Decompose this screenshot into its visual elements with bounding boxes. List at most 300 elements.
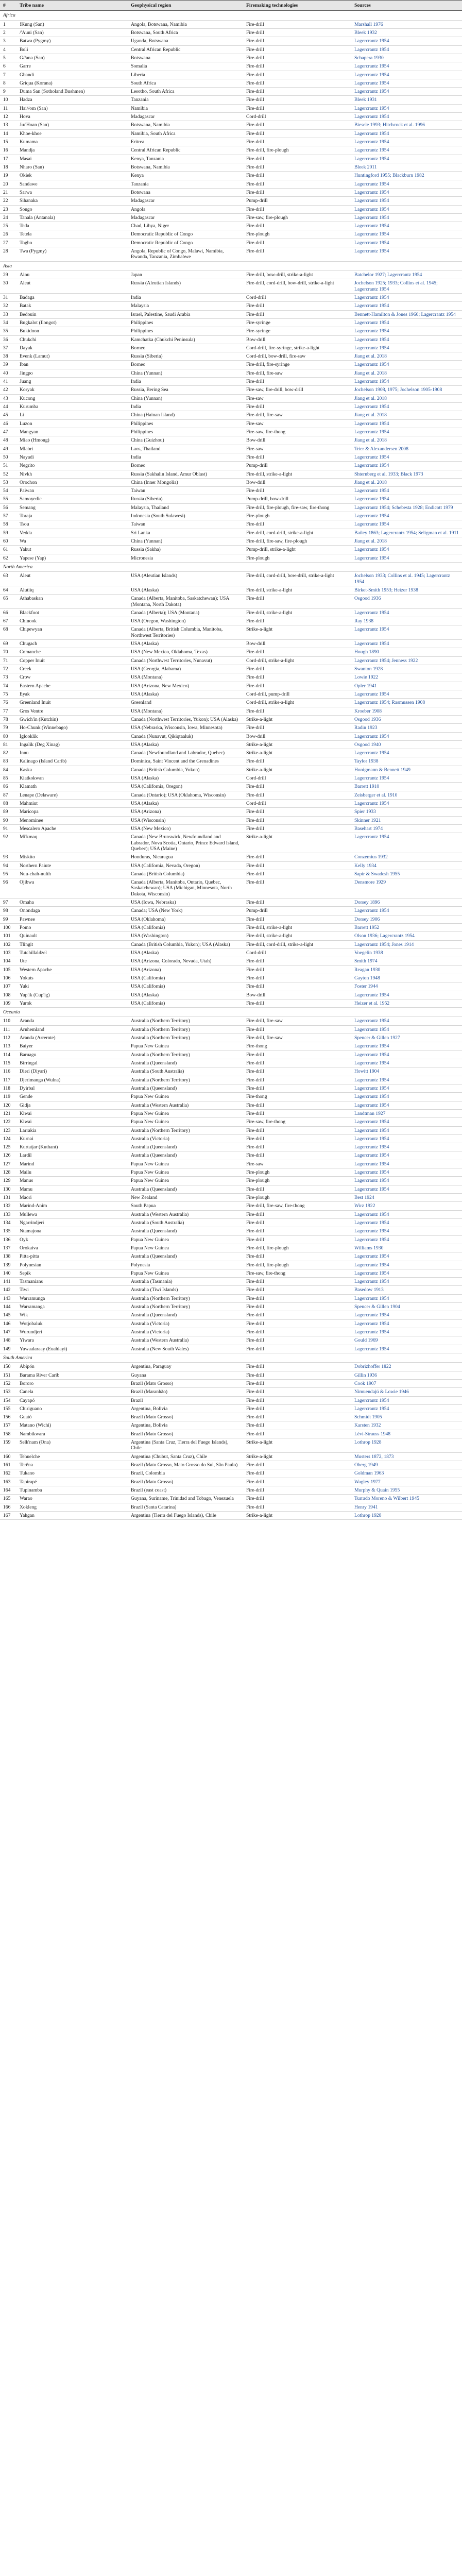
firemaking-technologies: Fire-drill, strike-a-light — [243, 924, 351, 932]
table-row — [0, 138, 462, 146]
sources[interactable]: Jochelson 1908, 1975; Jochelson 1905-1908 — [351, 386, 462, 394]
sources[interactable]: Turrado Moreno & Wilbert 1945 — [351, 1495, 462, 1503]
geophysical-region: South Africa — [128, 79, 243, 87]
table-row — [0, 462, 462, 470]
sources[interactable]: Landtman 1927 — [351, 1109, 462, 1117]
tribe-name: Klamath — [16, 783, 128, 791]
sources[interactable]: Lagercrantz 1954 — [351, 1177, 462, 1185]
sources[interactable]: Birket-Smith 1953; Heizer 1938 — [351, 586, 462, 594]
sources[interactable]: Murphy & Quain 1955 — [351, 1486, 462, 1494]
sources[interactable]: Cook 1907 — [351, 1379, 462, 1387]
row-number: 114 — [0, 1050, 16, 1059]
sources[interactable]: Zeisberger et al. 1910 — [351, 791, 462, 799]
sources[interactable]: Gould 1969 — [351, 1336, 462, 1345]
header-geophysical-region: Geophysical region — [128, 1, 243, 11]
geophysical-region: Argentina, Paraguay — [128, 1363, 243, 1371]
sources[interactable]: Dorsey 1906 — [351, 915, 462, 923]
sources[interactable]: Bleek 1931 — [351, 96, 462, 104]
row-number: 74 — [0, 682, 16, 690]
sources[interactable]: Lagercrantz 1954 — [351, 907, 462, 915]
table-row — [0, 1210, 462, 1218]
sources[interactable]: Lagercrantz 1954 — [351, 1025, 462, 1033]
sources[interactable]: Oberg 1949 — [351, 1461, 462, 1469]
tribe-name: Blackfoot — [16, 608, 128, 617]
sources[interactable]: Wirz 1922 — [351, 1202, 462, 1210]
sources[interactable]: Lagercrantz 1954 — [351, 1404, 462, 1413]
table-row — [0, 1269, 462, 1277]
sources[interactable]: Lagercrantz 1954 — [351, 1396, 462, 1404]
header-row — [0, 1, 462, 11]
firemaking-technologies: Fire-saw, fire-thong — [243, 1269, 351, 1277]
sources[interactable]: Lagercrantz 1954 — [351, 1345, 462, 1353]
sources[interactable]: Lagercrantz 1954 — [351, 833, 462, 853]
sources[interactable]: Lagercrantz 1954 — [351, 197, 462, 205]
firemaking-technologies: Fire-saw, fire-thong — [243, 428, 351, 436]
sources[interactable]: Lagercrantz 1954 — [351, 293, 462, 301]
tribe-name: Luzon — [16, 419, 128, 428]
sources[interactable]: Goldman 1963 — [351, 1469, 462, 1478]
sources[interactable]: Marshall 1976 — [351, 20, 462, 28]
table-row — [0, 1261, 462, 1269]
sources[interactable]: Bleek 1932 — [351, 28, 462, 37]
sources[interactable]: Basedow 1913 — [351, 1286, 462, 1294]
firemaking-technologies: Bow-drill — [243, 732, 351, 740]
sources[interactable]: Lagercrantz 1954 — [351, 155, 462, 163]
firemaking-technologies: Fire-drill — [243, 673, 351, 682]
firemaking-technologies: Fire-drill — [243, 239, 351, 247]
row-number: 6 — [0, 62, 16, 71]
sources[interactable]: Musters 1872, 1873 — [351, 1452, 462, 1461]
table-row — [0, 1194, 462, 1202]
sources[interactable]: Lagercrantz 1954 — [351, 1151, 462, 1160]
sources[interactable]: Lagercrantz 1954 — [351, 732, 462, 740]
sources[interactable]: Lagercrantz 1954 — [351, 546, 462, 554]
sources[interactable]: Lagercrantz 1954 — [351, 213, 462, 222]
sources[interactable]: Jiang et al. 2018 — [351, 394, 462, 402]
sources[interactable]: Lagercrantz 1954 — [351, 487, 462, 495]
firemaking-technologies: Fire-drill — [243, 1286, 351, 1294]
geophysical-region: USA (Montana) — [128, 673, 243, 682]
sources[interactable]: Lagercrantz 1954 — [351, 1050, 462, 1059]
sources[interactable]: Lagercrantz 1954 — [351, 1143, 462, 1151]
tribe-name: Masai — [16, 155, 128, 163]
table-row — [0, 740, 462, 749]
table-row — [0, 271, 462, 279]
sources[interactable]: Lagercrantz 1954 — [351, 45, 462, 54]
sources[interactable]: Lagercrantz 1954 — [351, 71, 462, 79]
sources[interactable]: Gillin 1936 — [351, 1371, 462, 1379]
table-row — [0, 1017, 462, 1025]
sources[interactable]: Barrett 1952 — [351, 924, 462, 932]
geophysical-region: Canada (New Brunswick, Newfoundland and Labrador, Nova Scotia, Ontario, Prince Edward Island, Quebec); USA (Maine) — [128, 833, 243, 853]
sources[interactable]: Dorsey 1896 — [351, 899, 462, 907]
row-number: 61 — [0, 546, 16, 554]
row-number: 108 — [0, 991, 16, 999]
row-number: 161 — [0, 1461, 16, 1469]
firemaking-technologies: Pump-drill, bow-drill — [243, 495, 351, 503]
tribe-name: Abipón — [16, 1363, 128, 1371]
sources[interactable]: Lagercrantz 1954 — [351, 1185, 462, 1193]
sources[interactable]: Lothrop 1928 — [351, 1438, 462, 1453]
geophysical-region: India — [128, 453, 243, 461]
geophysical-region: Australia (Queensland) — [128, 1252, 243, 1261]
sources[interactable]: Dobrizhoffer 1822 — [351, 1363, 462, 1371]
sources[interactable]: Lagercrantz 1954 — [351, 1017, 462, 1025]
sources[interactable]: Lagercrantz 1954; Rasmussen 1908 — [351, 699, 462, 707]
geophysical-region: Australia (New South Wales) — [128, 1345, 243, 1353]
sources[interactable]: Lagercrantz 1954 — [351, 318, 462, 327]
sources[interactable]: Swanton 1928 — [351, 665, 462, 673]
row-number: 34 — [0, 318, 16, 327]
sources[interactable]: Gayton 1948 — [351, 974, 462, 982]
sources[interactable]: Jiang et al. 2018 — [351, 537, 462, 546]
sources[interactable]: Lagercrantz 1954 — [351, 138, 462, 146]
sources[interactable]: Osgood 1936 — [351, 595, 462, 609]
sources[interactable]: Lagercrantz 1954 — [351, 146, 462, 155]
geophysical-region: Australia (Tasmania) — [128, 1278, 243, 1286]
sources[interactable]: Radin 1923 — [351, 724, 462, 732]
firemaking-technologies: Strike-a-light — [243, 1452, 351, 1461]
geophysical-region: USA (Aleutian Islands) — [128, 572, 243, 586]
sources[interactable]: Smith 1974 — [351, 957, 462, 965]
geophysical-region: Canada (Alberta, Manitoba, Ontario, Quebec, Saskatchewan); USA (Michigan, Minnesota, North Dakota, Wisconsin) — [128, 878, 243, 899]
sources[interactable]: Hough 1890 — [351, 648, 462, 656]
sources[interactable]: Jochelson 1933; Collins et al. 1945; Lagercrantz 1954 — [351, 572, 462, 586]
tribe-name: Semang — [16, 503, 128, 512]
sources[interactable]: Lagercrantz 1954 — [351, 749, 462, 757]
firemaking-technologies: Fire-drill — [243, 1303, 351, 1311]
row-number: 85 — [0, 774, 16, 783]
sources[interactable]: Lagercrantz 1954 — [351, 180, 462, 188]
row-number: 68 — [0, 625, 16, 640]
sources[interactable]: Lagercrantz 1954 — [351, 1118, 462, 1126]
sources[interactable]: Lagercrantz 1954 — [351, 690, 462, 698]
sources[interactable]: Lagercrantz 1954 — [351, 419, 462, 428]
sources[interactable]: Osgood 1940 — [351, 740, 462, 749]
sources[interactable]: Lagercrantz 1954 — [351, 512, 462, 520]
sources[interactable]: Bailey 1863; Lagercrantz 1954; Seligman et al. 1911 — [351, 529, 462, 537]
table-row — [0, 1168, 462, 1177]
sources[interactable]: Lagercrantz 1954 — [351, 1160, 462, 1168]
sources[interactable]: Best 1924 — [351, 1194, 462, 1202]
firemaking-technologies: Fire-drill — [243, 757, 351, 766]
sources[interactable]: Jiang et al. 2018 — [351, 411, 462, 419]
geophysical-region: Brazil (Mato Grosso, Mato Grosso do Sul, São Paulo) — [128, 1461, 243, 1469]
table-row — [0, 656, 462, 665]
sources[interactable]: Lagercrantz 1954 — [351, 1278, 462, 1286]
tribe-name: Arnhemland — [16, 1025, 128, 1033]
table-row — [0, 37, 462, 45]
geophysical-region: Philippines — [128, 428, 243, 436]
firemaking-technologies: Fire-drill — [243, 1210, 351, 1218]
sources[interactable]: Lévi-Strauss 1948 — [351, 1430, 462, 1438]
table-row — [0, 1185, 462, 1193]
sources[interactable]: Lagercrantz 1954 — [351, 1126, 462, 1134]
sources[interactable]: Lagercrantz 1954 — [351, 1093, 462, 1101]
geophysical-region: Angola, Botswana, Namibia — [128, 20, 243, 28]
firemaking-technologies: Fire-drill — [243, 1328, 351, 1336]
sources[interactable]: Schapera 1930 — [351, 54, 462, 62]
geophysical-region: India — [128, 403, 243, 411]
sources[interactable]: Lagercrantz 1954 — [351, 302, 462, 310]
sources[interactable]: Lagercrantz 1954 — [351, 1134, 462, 1143]
sources[interactable]: Lagercrantz 1954 — [351, 1042, 462, 1050]
sources[interactable]: Lagercrantz 1954 — [351, 991, 462, 999]
sources[interactable]: Densmore 1929 — [351, 878, 462, 899]
sources[interactable]: Lothrop 1928 — [351, 1511, 462, 1519]
sources[interactable]: Batchelor 1927; Lagercrantz 1954 — [351, 271, 462, 279]
sources[interactable]: Ray 1938 — [351, 617, 462, 625]
firemaking-technologies: Fire-drill — [243, 37, 351, 45]
sources[interactable]: Lagercrantz 1954 — [351, 361, 462, 369]
sources[interactable]: Lagercrantz 1954 — [351, 230, 462, 239]
table-row — [0, 766, 462, 774]
sources[interactable]: Spencer & Gillen 1904 — [351, 1303, 462, 1311]
sources[interactable]: Lagercrantz 1954 — [351, 1261, 462, 1269]
tribe-name: Mi'kmaq — [16, 833, 128, 853]
sources[interactable]: Williams 1930 — [351, 1244, 462, 1252]
geophysical-region: Australia (Victoria) — [128, 1134, 243, 1143]
tribe-name: Chipewyan — [16, 625, 128, 640]
geophysical-region: Madagascar — [128, 213, 243, 222]
firemaking-technologies: Strike-a-light — [243, 1438, 351, 1453]
sources[interactable]: Lagercrantz 1954 — [351, 378, 462, 386]
sources[interactable]: Lagercrantz 1954 — [351, 1218, 462, 1227]
sources[interactable]: Lagercrantz 1954 — [351, 1101, 462, 1109]
table-row — [0, 899, 462, 907]
sources[interactable]: Lagercrantz 1954 — [351, 62, 462, 71]
sources[interactable]: Lagercrantz 1954 — [351, 335, 462, 344]
row-number: 72 — [0, 665, 16, 673]
sources[interactable]: Lagercrantz 1954 — [351, 188, 462, 196]
sources[interactable]: Lagercrantz 1954 — [351, 462, 462, 470]
sources[interactable]: Nimuendajú & Lowie 1946 — [351, 1388, 462, 1396]
table-row — [0, 1050, 462, 1059]
sources[interactable]: Sapir & Swadesh 1955 — [351, 870, 462, 878]
tribe-name: Tlingit — [16, 940, 128, 948]
sources[interactable]: Lagercrantz 1954 — [351, 625, 462, 640]
sources[interactable]: Reagan 1930 — [351, 965, 462, 974]
sources[interactable]: Lagercrantz 1954 — [351, 608, 462, 617]
firemaking-technologies: Fire-drill — [243, 1076, 351, 1084]
geophysical-region: Tanzania — [128, 96, 243, 104]
sources[interactable]: Lowie 1922 — [351, 673, 462, 682]
tribe-name: G//ana (San) — [16, 54, 128, 62]
sources[interactable]: Honigmann & Bennett 1949 — [351, 766, 462, 774]
table-row — [0, 88, 462, 96]
sources[interactable]: Lagercrantz 1954 — [351, 344, 462, 352]
row-number: 123 — [0, 1126, 16, 1134]
tribe-name: Gende — [16, 1093, 128, 1101]
sources[interactable]: Lagercrantz 1954 — [351, 1252, 462, 1261]
row-number: 107 — [0, 982, 16, 991]
sources[interactable]: Lagercrantz 1954 — [351, 1235, 462, 1244]
sources[interactable]: Heizer et al. 1952 — [351, 999, 462, 1007]
sources[interactable]: Lagercrantz 1954; Jones 1914 — [351, 940, 462, 948]
table-row — [0, 71, 462, 79]
firemaking-technologies: Fire-plough — [243, 230, 351, 239]
sources[interactable]: Lagercrantz 1954 — [351, 37, 462, 45]
sources[interactable]: Lagercrantz 1954 — [351, 1084, 462, 1092]
tribe-name: Kaska — [16, 766, 128, 774]
sources[interactable]: Conzemius 1932 — [351, 853, 462, 861]
sources[interactable]: Howitt 1904 — [351, 1067, 462, 1076]
tribe-name: Badaga — [16, 293, 128, 301]
geophysical-region: Brazil (Mato Grosso) — [128, 1379, 243, 1387]
row-number: 35 — [0, 327, 16, 335]
sources[interactable]: Lagercrantz 1954 — [351, 327, 462, 335]
tribe-name: Yurok — [16, 999, 128, 1007]
geophysical-region: Russia, Bering Sea — [128, 386, 243, 394]
sources[interactable]: Lagercrantz 1954 — [351, 1168, 462, 1177]
row-number: 14 — [0, 129, 16, 138]
row-number: 152 — [0, 1379, 16, 1387]
sources[interactable]: Lagercrantz 1954 — [351, 1076, 462, 1084]
geophysical-region: Borneo — [128, 361, 243, 369]
sources[interactable]: Lagercrantz 1954; Schebesta 1928; Endicott 1979 — [351, 503, 462, 512]
sources[interactable]: Kelly 1934 — [351, 861, 462, 870]
sources[interactable]: Lagercrantz 1954 — [351, 800, 462, 808]
geophysical-region: Namibia — [128, 104, 243, 112]
sources[interactable]: Lagercrantz 1954 — [351, 113, 462, 121]
row-number: 124 — [0, 1134, 16, 1143]
firemaking-technologies: Fire-drill — [243, 403, 351, 411]
sources[interactable]: Taylor 1938 — [351, 757, 462, 766]
geophysical-region: Australia (South Australia) — [128, 1067, 243, 1076]
sources[interactable]: Lagercrantz 1954 — [351, 428, 462, 436]
table-row — [0, 293, 462, 301]
sources[interactable]: Henry 1941 — [351, 1503, 462, 1511]
geophysical-region: Australia (Queensland) — [128, 1185, 243, 1193]
table-row — [0, 1151, 462, 1160]
sources[interactable]: Barrett 1910 — [351, 783, 462, 791]
row-number: 111 — [0, 1025, 16, 1033]
sources[interactable]: Spencer & Gillen 1927 — [351, 1034, 462, 1042]
sources[interactable]: Biesele 1993; Hitchcock et al. 1996 — [351, 121, 462, 129]
row-number: 104 — [0, 957, 16, 965]
table-row — [0, 487, 462, 495]
sources[interactable]: Huntingford 1955; Blackburn 1982 — [351, 172, 462, 180]
sources[interactable]: Lagercrantz 1954 — [351, 247, 462, 262]
header-tribe-name: Tribe name — [16, 1, 128, 11]
row-number: 28 — [0, 247, 16, 262]
sources[interactable]: Lagercrantz 1954 — [351, 495, 462, 503]
sources[interactable]: Lagercrantz 1954 — [351, 1269, 462, 1277]
tribe-name: Manus — [16, 1177, 128, 1185]
sources[interactable]: Lagercrantz 1954 — [351, 1319, 462, 1328]
firemaking-technologies: Fire-drill, fire-plough — [243, 1244, 351, 1252]
firemaking-technologies: Pump-drill — [243, 462, 351, 470]
row-number: 49 — [0, 445, 16, 453]
table-row — [0, 1252, 462, 1261]
sources[interactable]: Lagercrantz 1954 — [351, 1294, 462, 1302]
sources[interactable]: Shternberg et al. 1933; Black 1973 — [351, 470, 462, 478]
sources[interactable]: Jiang et al. 2018 — [351, 352, 462, 361]
sources[interactable]: Trier & Alexandersen 2008 — [351, 445, 462, 453]
firemaking-technologies: Strike-a-light — [243, 749, 351, 757]
tribe-name: Mailu — [16, 1168, 128, 1177]
sources[interactable]: Karsten 1932 — [351, 1421, 462, 1430]
tribe-name: Yuki — [16, 982, 128, 991]
firemaking-technologies: Fire-drill, strike-a-light — [243, 586, 351, 594]
tribe-name: Orokaiva — [16, 1244, 128, 1252]
sources[interactable]: Lagercrantz 1954 — [351, 205, 462, 213]
sources[interactable]: Lagercrantz 1954 — [351, 129, 462, 138]
tribe-name: Bukidnon — [16, 327, 128, 335]
sources[interactable]: Lagercrantz 1954 — [351, 403, 462, 411]
firemaking-technologies: Fire-drill — [243, 163, 351, 171]
sources[interactable]: Olson 1936; Lagercrantz 1954 — [351, 932, 462, 940]
sources[interactable]: Jiang et al. 2018 — [351, 369, 462, 377]
table-row — [0, 453, 462, 461]
sources[interactable]: Spier 1933 — [351, 808, 462, 816]
geophysical-region: Micronesia — [128, 554, 243, 562]
geophysical-region: USA (Alaska) — [128, 740, 243, 749]
sources[interactable]: Kroeber 1908 — [351, 707, 462, 715]
firemaking-technologies: Fire-drill — [243, 129, 351, 138]
sources[interactable]: Lagercrantz 1954 — [351, 104, 462, 112]
sources[interactable]: Lagercrantz 1954 — [351, 1059, 462, 1067]
sources[interactable]: Opler 1941 — [351, 682, 462, 690]
sources[interactable]: Lagercrantz 1954 — [351, 774, 462, 783]
sources[interactable]: Lagercrantz 1954 — [351, 520, 462, 529]
row-number: 29 — [0, 271, 16, 279]
sources[interactable]: Lagercrantz 1954 — [351, 1210, 462, 1218]
firemaking-technologies: Fire-drill — [243, 71, 351, 79]
sources[interactable]: Bleek 2011 — [351, 163, 462, 171]
sources[interactable]: Lagercrantz 1954 — [351, 640, 462, 648]
geophysical-region: Namibia, South Africa — [128, 129, 243, 138]
sources[interactable]: Lagercrantz 1954; Jenness 1922 — [351, 656, 462, 665]
sources[interactable]: Lagercrantz 1954 — [351, 453, 462, 461]
tribe-name: Wa — [16, 537, 128, 546]
table-row — [0, 495, 462, 503]
firemaking-technologies: Fire-drill — [243, 824, 351, 833]
sources[interactable]: Lagercrantz 1954 — [351, 554, 462, 562]
sources[interactable]: Lagercrantz 1954 — [351, 88, 462, 96]
sources[interactable]: Lagercrantz 1954 — [351, 79, 462, 87]
row-number: 162 — [0, 1469, 16, 1478]
table-row — [0, 1101, 462, 1109]
firemaking-technologies: Fire-drill — [243, 783, 351, 791]
sources[interactable]: Basehart 1974 — [351, 824, 462, 833]
tribe-name: Yahgan — [16, 1511, 128, 1519]
sources[interactable]: Bennett-Hamilton & Jones 1960; Lagercrantz 1954 — [351, 310, 462, 318]
sources[interactable]: Schmidt 1905 — [351, 1413, 462, 1421]
table-row — [0, 800, 462, 808]
sources[interactable]: Lagercrantz 1954 — [351, 1227, 462, 1235]
sources[interactable]: Jiang et al. 2018 — [351, 478, 462, 486]
sources[interactable]: Lagercrantz 1954 — [351, 1328, 462, 1336]
sources[interactable]: Jochelson 1925; 1933; Collins et al. 1945; Lagercrantz 1954 — [351, 279, 462, 294]
tribe-name: Kucong — [16, 394, 128, 402]
sources[interactable]: Voegelin 1938 — [351, 948, 462, 957]
sources[interactable]: Lagercrantz 1954 — [351, 222, 462, 230]
sources[interactable]: Wagley 1977 — [351, 1478, 462, 1486]
geophysical-region: Australia (Queensland) — [128, 1151, 243, 1160]
sources[interactable]: Foster 1944 — [351, 982, 462, 991]
sources[interactable]: Jiang et al. 2018 — [351, 436, 462, 445]
sources[interactable]: Lagercrantz 1954 — [351, 1311, 462, 1319]
firemaking-technologies: Fire-drill, cord-drill, bow-drill, strike-a-light — [243, 572, 351, 586]
sources[interactable]: Skinner 1921 — [351, 816, 462, 824]
geophysical-region: Greenland — [128, 699, 243, 707]
row-number: 142 — [0, 1286, 16, 1294]
sources[interactable]: Osgood 1936 — [351, 715, 462, 723]
sources[interactable]: Lagercrantz 1954 — [351, 239, 462, 247]
tribe-name: Iban — [16, 361, 128, 369]
geophysical-region: Guyana, Suriname, Trinidad and Tobago, Venezuela — [128, 1495, 243, 1503]
